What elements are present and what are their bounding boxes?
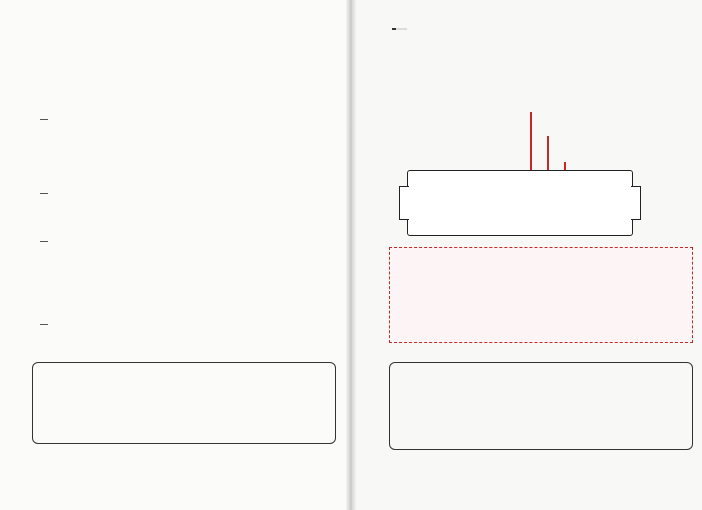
book-spine <box>346 0 356 510</box>
connector-body <box>407 170 633 236</box>
connector-latch-left <box>399 186 409 220</box>
right-page <box>351 0 702 510</box>
warning-box <box>389 247 693 343</box>
right-memo-box <box>389 362 693 450</box>
left-memo-box <box>32 362 336 444</box>
right-page-title <box>392 28 407 30</box>
connector-latch-right <box>631 186 641 220</box>
